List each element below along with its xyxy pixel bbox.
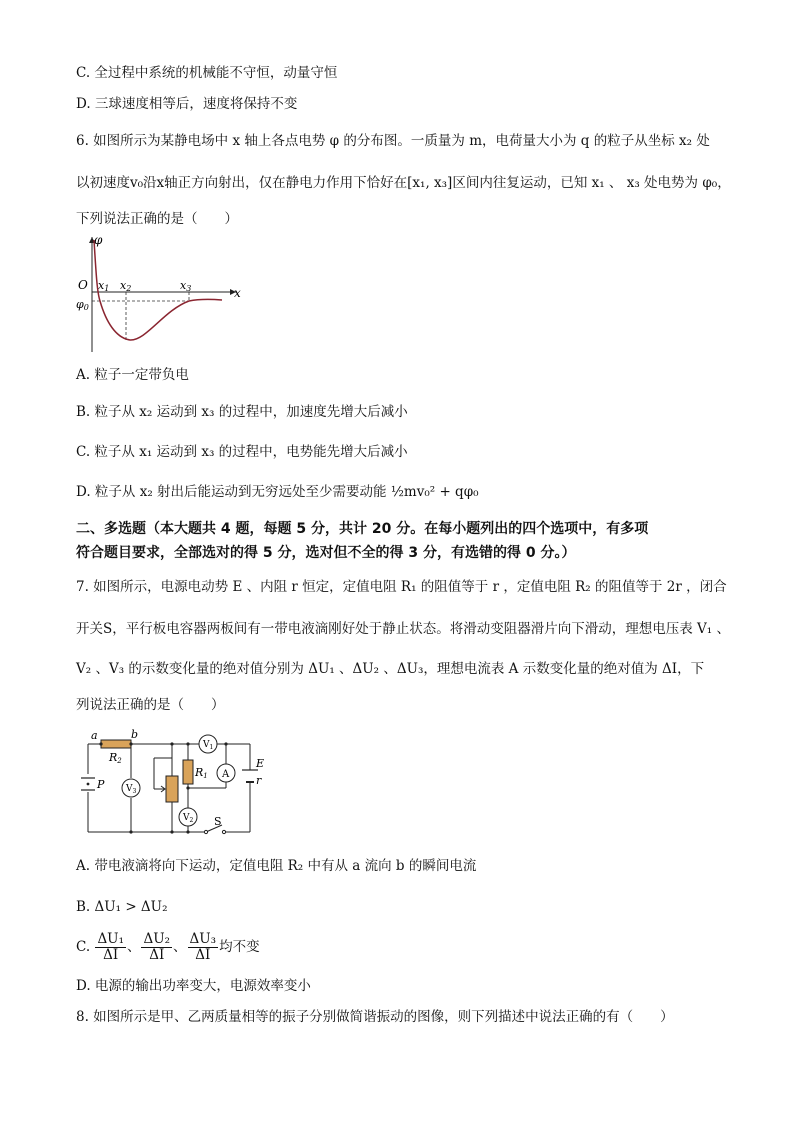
junction-dot (224, 742, 227, 745)
label-s: S (214, 815, 222, 828)
label-b: b (131, 728, 139, 741)
terminal-a-dot (99, 742, 102, 745)
q7-stem-line2: 开关S，平行板电容器两板间有一带电液滴刚好处于静止状态。将滑动变阻器滑片向下滑动，理想电压表 V₁ 、 (76, 621, 730, 637)
section-2-heading-line1: 二、多选题（本大题共 4 题，每题 5 分，共计 20 分。在每小题列出的四个选项中，有多项 (76, 521, 649, 537)
q6-option-b: B. 粒子从 x₂ 运动到 x₃ 的过程中，加速度先增大后减小 (76, 404, 408, 420)
fraction-du1-di: $\frac{\text{ΔU₁}}{\Delta I}$ (97, 931, 124, 963)
droplet-p (87, 783, 90, 786)
q6-option-d: D. 粒子从 x₂ 射出后能运动到无穷远处至少需要动能 ½mv₀² + qφ₀ (76, 484, 479, 500)
junction-dot (186, 786, 189, 789)
q6-stem-line3: 下列说法正确的是（ ） (76, 211, 238, 227)
label-v1: $V_1$ (203, 740, 214, 751)
q7-stem-line4: 列说法正确的是（ ） (76, 697, 225, 713)
q5-option-d: D. 三球速度相等后，速度将保持不变 (76, 96, 298, 112)
x2-label: x2 (120, 279, 132, 293)
circuit-diagram (76, 728, 276, 838)
x-label: x (234, 286, 241, 300)
fraction-du2-di: $\frac{\text{ΔU₂}}{\Delta I}$ (143, 931, 171, 963)
switch-s-pivot (204, 830, 207, 833)
junction-dot (129, 830, 132, 833)
label-v3: $V_3$ (126, 784, 137, 795)
phi0-label: φ0 (76, 298, 89, 312)
junction-dot (186, 742, 189, 745)
separator: 、 (173, 939, 187, 955)
label-r2: R2 (109, 751, 122, 765)
terminal-b-dot (129, 742, 132, 745)
q7-stem-line1: 7. 如图所示，电源电动势 E 、内阻 r 恒定，定值电阻 R₁ 的阻值等于 r ，定值电阻 R₂ 的阻值等于 2r ，闭合 (76, 579, 727, 595)
switch-s-contact (222, 830, 225, 833)
section-2-heading-line2: 符合题目要求，全部选对的得 5 分，选对但不全的得 3 分，有选错的得 0 分。） (76, 545, 576, 561)
resistor-r1 (183, 760, 193, 784)
label-r: r (256, 774, 262, 787)
x3-label: x3 (180, 279, 192, 293)
q5-option-c: C. 全过程中系统的机械能不守恒，动量守恒 (76, 65, 338, 81)
label-r1: R1 (195, 766, 208, 780)
label-ammeter: A (222, 769, 230, 780)
potential-curve (94, 240, 222, 340)
q7-option-c (76, 930, 260, 964)
origin-label: O (78, 278, 88, 292)
label-p: P (97, 778, 105, 791)
q7-stem-line3: V₂ 、V₃ 的示数变化量的绝对值分别为 ΔU₁ 、ΔU₂ 、ΔU₃，理想电流表 A 示数变化量的绝对值为 ΔI，下 (76, 661, 705, 677)
rheostat-slider-arrow (154, 786, 165, 792)
resistor-r2 (101, 740, 131, 748)
q6-stem-line1: 6. 如图所示为某静电场中 x 轴上各点电势 φ 的分布图。一质量为 m，电荷量大小为 q 的粒子从坐标 x₂ 处 (76, 133, 710, 149)
q7-option-c-prefix: C. (76, 939, 91, 955)
label-e: E (256, 757, 265, 770)
q6-option-a: A. 粒子一定带负电 (76, 367, 189, 383)
phi-label: φ (94, 233, 103, 247)
potential-graph (74, 232, 254, 356)
junction-dot (186, 830, 189, 833)
q7-option-c-suffix: 均不变 (219, 939, 260, 955)
separator: 、 (126, 939, 141, 955)
q7-option-b: B. ΔU₁ > ΔU₂ (76, 899, 168, 915)
q6-option-c: C. 粒子从 x₁ 运动到 x₃ 的过程中，电势能先增大后减小 (76, 444, 408, 460)
x1-label: x1 (98, 279, 110, 293)
label-a: a (91, 729, 98, 742)
q6-stem-line2: 以初速度v₀沿x轴正方向射出，仅在静电力作用下恰好在[x₁, x₃]区间内往复运动，已知 x₁ 、 x₃ 处电势为 φ₀， (76, 175, 731, 191)
q7-option-d: D. 电源的输出功率变大，电源效率变小 (76, 978, 311, 994)
q7-option-a: A. 带电液滴将向下运动，定值电阻 R₂ 中有从 a 流向 b 的瞬间电流 (76, 858, 477, 874)
q8-stem-line1: 8. 如图所示是甲、乙两质量相等的振子分别做简谐振动的图像，则下列描述中说法正确的有（ ） (76, 1009, 674, 1025)
label-v2: $V_2$ (183, 813, 194, 824)
junction-dot (170, 830, 173, 833)
fraction-du3-di: $\frac{\text{ΔU₃}}{\Delta I}$ (189, 931, 217, 963)
junction-dot (170, 742, 173, 745)
sliding-rheostat (166, 776, 178, 802)
